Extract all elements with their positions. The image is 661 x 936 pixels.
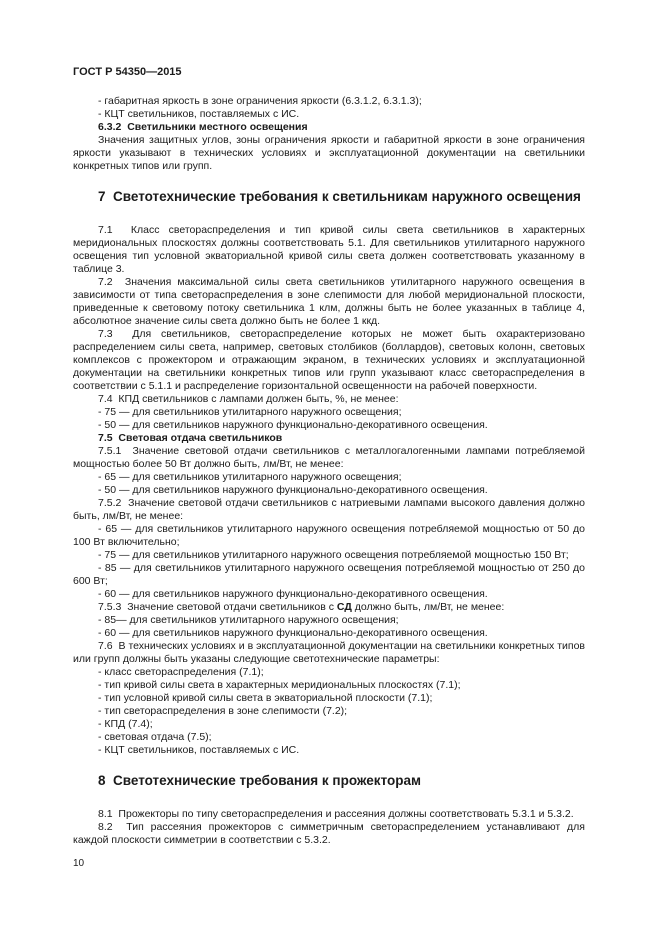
abbreviation-led: СД [336, 601, 352, 613]
list-item: - 50 — для светильников наружного функционально-декоративного освещения. [98, 419, 488, 431]
list-item: - 60 — для светильников наружного функционально-декоративного освещения. [98, 588, 488, 600]
clause-7-5-2: 7.5.2 Значение световой отдачи светильников с натриевыми лампами высокого давления должно быть, лм/Вт, не менее: [73, 497, 585, 522]
list-item: - класс светораспределения (7.1); [98, 666, 264, 678]
clause-8-2: 8.2 Тип рассеяния прожекторов с симметричным светораспределением устанавливают для каждой плоскости симметрии в соответствии с 5.3.2. [73, 821, 585, 846]
subsection-heading-6-3-2: 6.3.2 Светильники местного освещения [98, 121, 308, 133]
clause-7-2: 7.2 Значения максимальной силы света светильников утилитарного наружного освещения в зависимости от типа светораспределения в зоне слепимости для любой меридиональной плоскости, приведенные к световому потоку светильника 1 клм, должны быть не более указанных в таблице 4, абсолютное значение силы света должно быть не более 1 ккд. [73, 276, 585, 327]
list-item: - 65 — для светильников утилитарного наружного освещения; [98, 471, 402, 483]
list-item: - КЦТ светильников, поставляемых с ИС. [98, 108, 300, 120]
clause-text: 7.5.3 Значение световой отдачи светильников с [98, 601, 337, 613]
document-header: ГОСТ Р 54350—2015 [73, 66, 182, 78]
list-item: - 75 — для светильников утилитарного наружного освещения; [98, 406, 402, 418]
clause-6-3-2-paragraph: Значения защитных углов, зоны ограничения яркости и габаритной яркости в зоне ограничения яркости указывают в технических условиях и эксплуатационной документации на светильники конкретных типов или групп. [73, 134, 585, 172]
list-item: - КЦТ светильников, поставляемых с ИС. [98, 744, 300, 756]
clause-7-4: 7.4 КПД светильников с лампами должен быть, %, не менее: [98, 393, 399, 405]
clause-7-5-3 [73, 601, 585, 614]
clause-text: должно быть, лм/Вт, не менее: [351, 601, 505, 613]
section-heading-8: 8 Светотехнические требования к прожекторам [98, 773, 421, 788]
clause-7-3: 7.3 Для светильников, светораспределение которых не может быть охарактеризовано распределением силы света, например, световых столбиков (боллардов), световых колонн, световых комплексов с прожектором и отражающим экраном, в технических условиях и эксплуатационной документации на светильники конкретных типов или групп указывают класс светораспределения в соответствии с 5.1.1 и распределение горизонтальной освещенности на рабочей поверхности. [73, 328, 585, 392]
section-heading-7: 7 Светотехнические требования к светильникам наружного освещения [98, 189, 581, 204]
list-item: - тип светораспределения в зоне слепимости (7.2); [98, 705, 348, 717]
list-item: - 85 — для светильников утилитарного наружного освещения потребляемой мощностью от 250 до 600 Вт; [73, 562, 585, 587]
list-item: - 75 — для светильников утилитарного наружного освещения потребляемой мощностью 150 Вт; [98, 549, 569, 561]
list-item: - 65 — для светильников утилитарного наружного освещения потребляемой мощностью от 50 до 100 Вт включительно; [73, 523, 585, 548]
list-item: - световая отдача (7.5); [98, 731, 212, 743]
list-item: - тип кривой силы света в характерных меридиональных плоскостях (7.1); [98, 679, 461, 691]
page-number: 10 [73, 858, 85, 869]
list-item: - габаритная яркость в зоне ограничения яркости (6.3.1.2, 6.3.1.3); [98, 95, 422, 107]
clause-7-5-1: 7.5.1 Значение световой отдачи светильников с металлогалогенными лампами потребляемой мощностью более 50 Вт должно быть, лм/Вт, не менее: [73, 445, 585, 470]
list-item: - КПД (7.4); [98, 718, 153, 730]
list-item: - тип условной кривой силы света в экваториальной плоскости (7.1); [98, 692, 433, 704]
clause-7-1: 7.1 Класс светораспределения и тип кривой силы света светильников в характерных меридиональных плоскостях должны соответствовать 5.1. Для светильников утилитарного наружного освещения тип условной экваториальной кривой силы света должен соответствовать указанному в таблице 3. [73, 224, 585, 275]
list-item: - 60 — для светильников наружного функционально-декоративного освещения. [98, 627, 488, 639]
list-item: - 50 — для светильников наружного функционально-декоративного освещения. [98, 484, 488, 496]
clause-8-1: 8.1 Прожекторы по типу светораспределения и рассеяния должны соответствовать 5.3.1 и 5.3.2. [98, 808, 574, 820]
clause-7-6: 7.6 В технических условиях и в эксплуатационной документации на светильники конкретных типов или групп должны быть указаны следующие светотехнические параметры: [73, 640, 585, 665]
subsection-heading-7-5: 7.5 Световая отдача светильников [98, 432, 283, 444]
list-item: - 85— для светильников утилитарного наружного освещения; [98, 614, 399, 626]
document-body [73, 95, 585, 870]
